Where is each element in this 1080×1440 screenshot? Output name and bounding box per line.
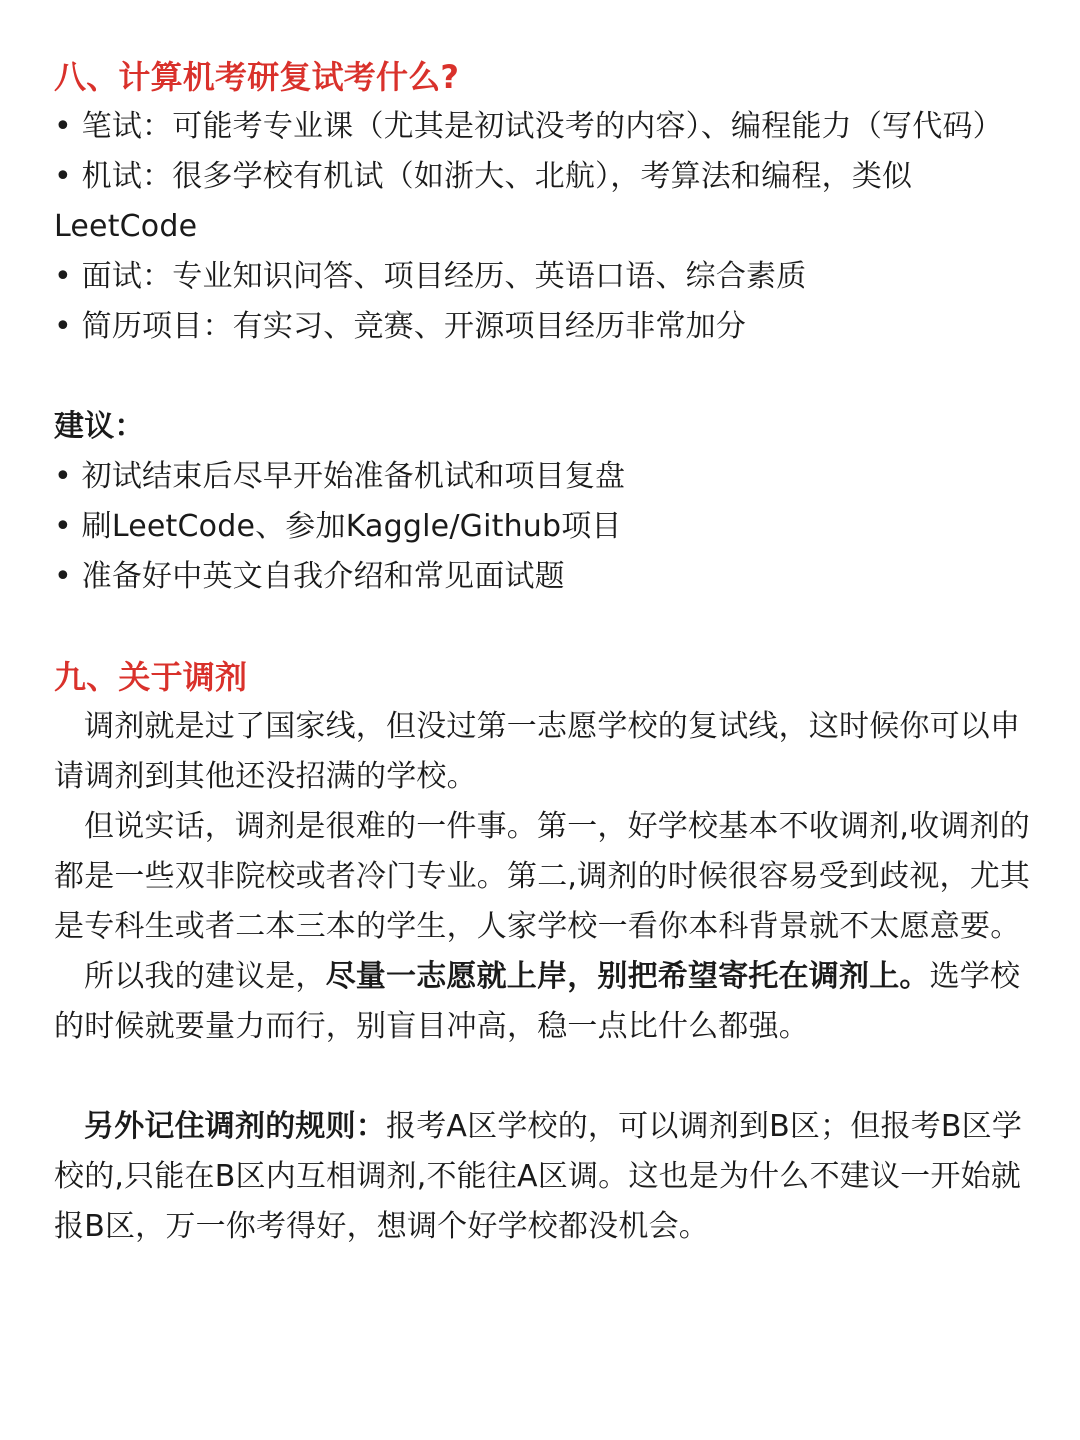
- paragraph-difficulty: 但说实话，调剂是很难的一件事。第一，好学校基本不收调剂,收调剂的都是一些双非院校或者冷门专业。第二,调剂的时候很容易受到歧视，尤其是专科生或者二本三本的学生，人家学校一看你本科背景就不太愿意要。: [54, 809, 1031, 944]
- recommendation-tail: 选学校的时候就要量力而行，别盲目冲高，稳一点比什么都强。: [54, 959, 1021, 1044]
- list-item: • 初试结束后尽早开始准备机试和项目复盘: [54, 452, 1034, 502]
- paragraph-definition: 调剂就是过了国家线，但没过第一志愿学校的复试线，这时候你可以申请调剂到其他还没招满的学校。: [54, 709, 1021, 794]
- recommendation-lead: 所以我的建议是，: [84, 959, 326, 994]
- paragraph-rules: [54, 1102, 1034, 1252]
- advice-title: 建议：: [54, 409, 145, 444]
- list-item: • 笔试：可能考专业课（尤其是初试没考的内容）、编程能力（写代码）: [54, 102, 1034, 152]
- paragraph-recommendation: [54, 952, 1034, 1052]
- section-8-list: [54, 102, 1034, 352]
- recommendation-emphasis: 尽量一志愿就上岸，别把希望寄托在调剂上。: [325, 959, 930, 994]
- list-item: • 机试：很多学校有机试（如浙大、北航），考算法和编程，类似LeetCode: [54, 152, 1034, 252]
- spacer: [54, 1052, 1034, 1102]
- list-item: • 面试：专业知识问答、项目经历、英语口语、综合素质: [54, 252, 1034, 302]
- rules-heading: 另外记住调剂的规则：: [84, 1109, 386, 1144]
- list-item: • 简历项目：有实习、竞赛、开源项目经历非常加分: [54, 302, 1034, 352]
- rules-text: 报考A区学校的，可以调剂到B区；但报考B区学校的,只能在B区内互相调剂,不能往A区调。这也是为什么不建议一开始就报B区，万一你考得好，想调个好学校都没机会。: [54, 1109, 1023, 1244]
- section-8-title: 八、计算机考研复试考什么?: [54, 58, 460, 96]
- advice-list: [54, 452, 1034, 602]
- spacer: [54, 602, 1034, 652]
- spacer: [54, 352, 1034, 402]
- list-item: • 刷LeetCode、参加Kaggle/Github项目: [54, 502, 1034, 552]
- article: [54, 52, 1034, 1252]
- list-item: • 准备好中英文自我介绍和常见面试题: [54, 552, 1034, 602]
- section-9-title: 九、关于调剂: [54, 658, 248, 696]
